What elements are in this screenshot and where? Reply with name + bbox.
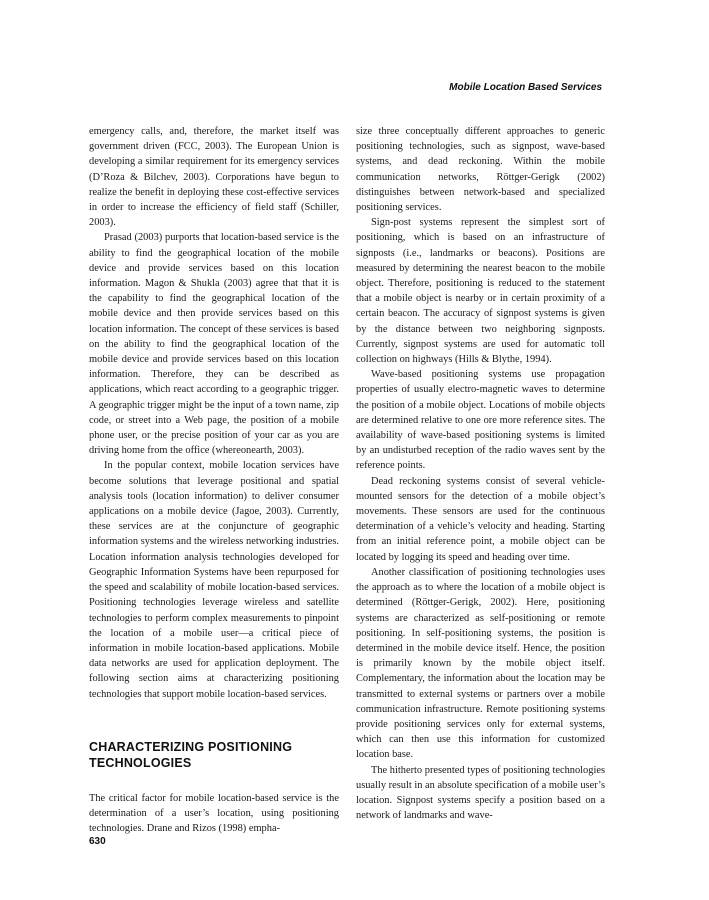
- section-heading: CHARACTERIZING POSITIONING TECHNOLOGIES: [89, 739, 293, 770]
- body-paragraph: The hitherto presented types of positioning technologies usually result in an absolute specification of a mobile user’s location. Signpost systems specify a position based on a network of landmarks and wave-: [356, 764, 605, 822]
- body-paragraph: The critical factor for mobile location-based service is the determination of a user’s location, using positioning technologies. Drane and Rizos (1998) empha-: [89, 792, 339, 835]
- running-header: Mobile Location Based Services: [449, 82, 602, 93]
- body-paragraph: Wave-based positioning systems use propagation properties of usually electro-magnetic waves to determine the position of a mobile object. Locations of mobile objects are determined relative to one ore more reference sites. The availability of wave-based positioning systems is limited by an undisturbed reception of the radio waves sent by the reference points.: [356, 369, 605, 472]
- body-paragraph: Another classification of positioning technologies uses the approach as to where the location of a mobile object is determined (Röttger-Gerigk, 2002). Here, positioning systems are characterized as self-positioning or remote positioning. In self-positioning systems, the position is determined in the mobile device itself. Hence, the position is primarily known by the mobile object itself. Complementary, the information about the location may be transmitted to external systems or partners over a mobile communication infrastructure. Remote positioning systems provide positioning services only for external systems, which can then use this information for customized location base.: [356, 566, 605, 761]
- body-paragraph: emergency calls, and, therefore, the market itself was government driven (FCC, 2003). The European Union is developing a similar requirement for its emergency services (D’Roza & Bilchev, 2003). Corporations have begun to realize the benefit in deploying these cost-effective services in order to increase the efficiency of field staff (Schiller, 2003).: [89, 126, 339, 229]
- left-column: [89, 124, 339, 836]
- body-paragraph: size three conceptually different approaches to generic positioning technologies, such as signpost, wave-based systems, and dead reckoning. Within the mobile communication networks, Röttger-Gerigk (2002) distinguishes between network-based and specialized positioning services.: [356, 126, 605, 214]
- body-paragraph: Dead reckoning systems consist of several vehicle-mounted sensors for the detection of a mobile object’s movements. These sensors are used for the continuous determination of a vehicle’s velocity and heading. Starting from an initial reference point, a mobile object can be located by logging its speed and heading over time.: [356, 475, 605, 563]
- page-number: 630: [89, 836, 106, 847]
- right-column: [356, 124, 605, 823]
- body-paragraph: Sign-post systems represent the simplest sort of positioning, which is based on an infrastructure of signposts (i.e., landmarks or beacons). Positions are measured by determining the nearest beacon to the mobile object. Therefore, positioning is reduced to the statement that a mobile object is nearby or in certain proximity of a certain beacon. The accuracy of signpost systems is given by the distance between two neighboring signposts. Currently, signpost systems are used for automatic toll collection on highways (Hills & Blythe, 1994).: [356, 217, 605, 366]
- body-paragraph: In the popular context, mobile location services have become solutions that leverage positional and spatial analysis tools (location information) to deliver consumer applications on a mobile device (Jagoe, 2003). Currently, these services are at the conjuncture of geographic information systems and the wireless networking industries. Location information analysis technologies developed for Geographic Information Systems have been repurposed for the speed and scalability of mobile location-based services. Positioning technologies leverage wireless and satellite technologies to perform complex measurements to pinpoint the location of a mobile user—a critical piece of information in mobile location-based applications. Mobile data networks are used for application deployment. The following section aims at characterizing positioning technologies that support mobile location-based services.: [89, 460, 339, 700]
- body-paragraph: Prasad (2003) purports that location-based service is the ability to find the geographical location of the mobile device and provide services based on this location information. Magon & Shukla (2003) agree that that it is the capability to find the geographical location of the mobile device and then provide services based on this location information. The concept of these services is based on the ability to find the geographical location of the mobile device and provide services based on this location information. Therefore, they can be described as applications, which react according to a geographic trigger. A geographic trigger might be the input of a town name, zip code, or street into a Web page, the position of a mobile phone user, or the precise position of your car as you are driving home from the office (whereonearth, 2003).: [89, 232, 339, 457]
